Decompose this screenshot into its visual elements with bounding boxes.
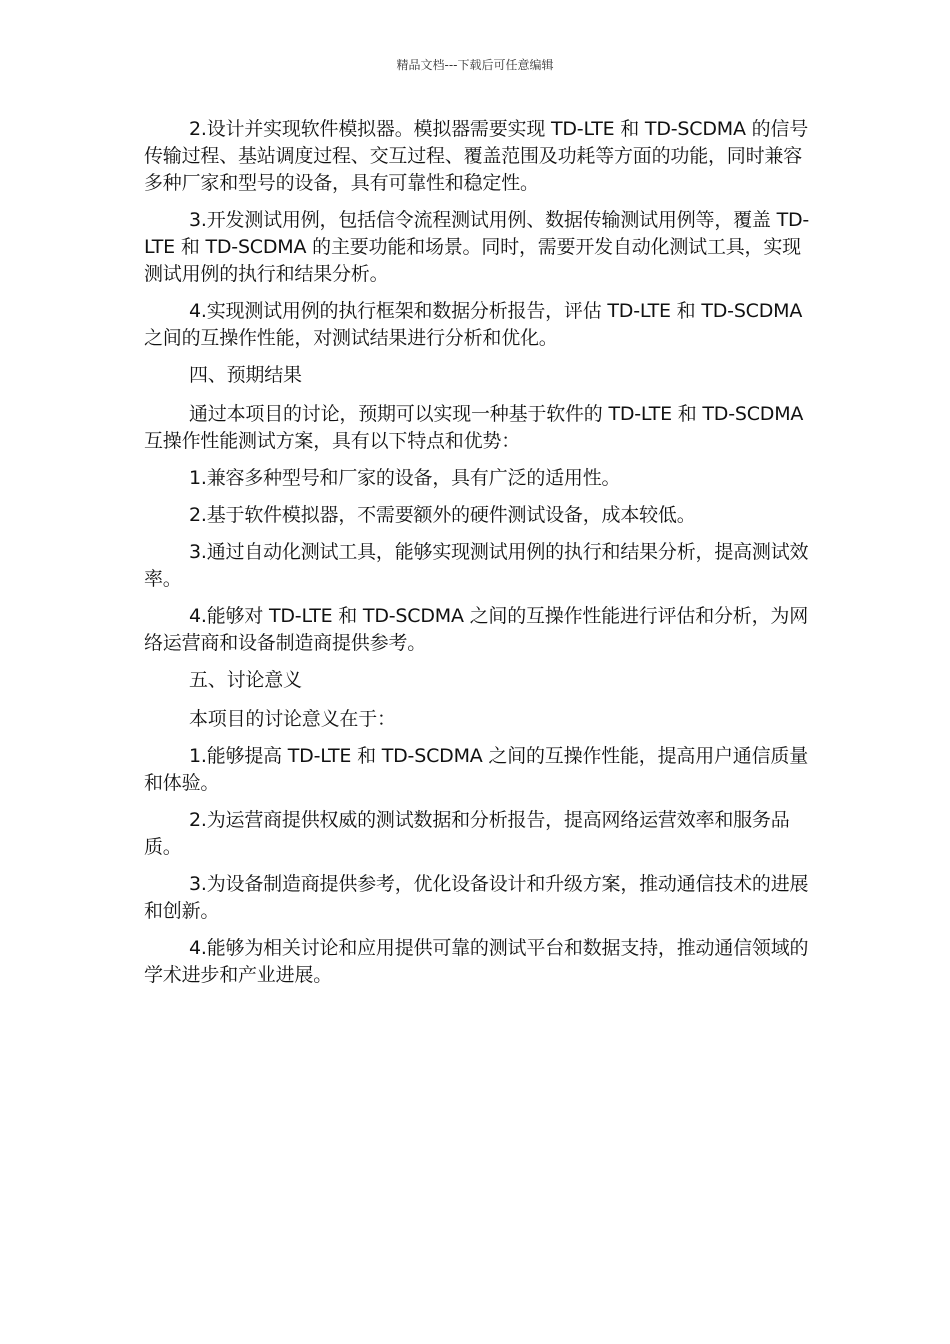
paragraph-significance-4: 4.能够为相关讨论和应用提供可靠的测试平台和数据支持，推动通信领域的学术进步和产业进展。 — [144, 937, 809, 986]
paragraph-significance-1: 1.能够提高 TD-LTE 和 TD-SCDMA 之间的互操作性能，提高用户通信质量和体验。 — [144, 745, 809, 794]
section-heading-expected-results: 四、预期结果 — [189, 364, 302, 386]
paragraph-item-4-framework: 4.实现测试用例的执行框架和数据分析报告，评估 TD-LTE 和 TD-SCDMA 之间的互操作性能，对测试结果进行分析和优化。 — [144, 300, 803, 349]
paragraph-advantage-3: 3.通过自动化测试工具，能够实现测试用例的执行和结果分析，提高测试效率。 — [144, 541, 809, 590]
paragraph-advantage-4: 4.能够对 TD-LTE 和 TD-SCDMA 之间的互操作性能进行评估和分析，为网络运营商和设备制造商提供参考。 — [144, 605, 809, 654]
paragraph-expected-intro: 通过本项目的讨论，预期可以实现一种基于软件的 TD-LTE 和 TD-SCDMA 互操作性能测试方案，具有以下特点和优势： — [144, 403, 804, 452]
paragraph-advantage-2: 2.基于软件模拟器，不需要额外的硬件测试设备，成本较低。 — [189, 504, 696, 526]
page-header: 精品文档---下载后可任意编辑 — [396, 58, 554, 72]
paragraph-advantage-1: 1.兼容多种型号和厂家的设备，具有广泛的适用性。 — [189, 467, 621, 489]
paragraph-item-3-test-cases: 3.开发测试用例，包括信令流程测试用例、数据传输测试用例等，覆盖 TD-LTE 和 TD-SCDMA 的主要功能和场景。同时，需要开发自动化测试工具，实现测试用例的执行和结果分析。 — [144, 209, 810, 285]
paragraph-significance-3: 3.为设备制造商提供参考，优化设备设计和升级方案，推动通信技术的进展和创新。 — [144, 873, 809, 922]
paragraph-significance-intro: 本项目的讨论意义在于： — [189, 708, 396, 730]
section-heading-significance: 五、讨论意义 — [189, 669, 302, 691]
paragraph-significance-2: 2.为运营商提供权威的测试数据和分析报告，提高网络运营效率和服务品质。 — [144, 809, 790, 858]
document-body — [144, 116, 816, 999]
paragraph-item-2-simulator: 2.设计并实现软件模拟器。模拟器需要实现 TD-LTE 和 TD-SCDMA 的信号传输过程、基站调度过程、交互过程、覆盖范围及功耗等方面的功能，同时兼容多种厂家和型号的设备，具有可靠性和稳定性。 — [144, 118, 809, 194]
